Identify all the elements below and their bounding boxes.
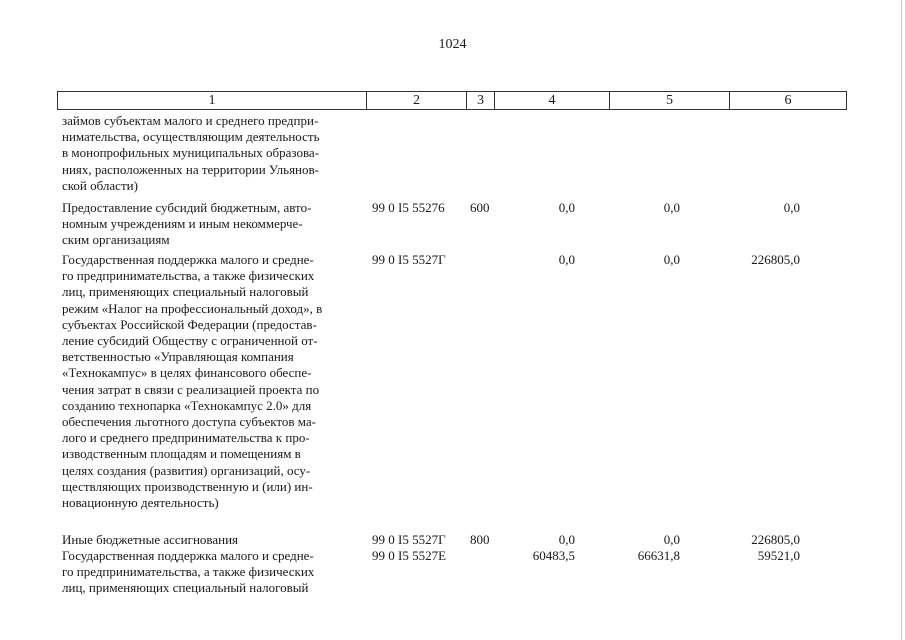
header-col-3: 3	[467, 92, 495, 109]
row-2-col5: 0,0	[663, 252, 680, 267]
row-line: нимательства, осуществляющим деятельность	[62, 129, 320, 145]
row-line: ление субсидий Обществу с ограниченной от-	[62, 333, 318, 349]
row-line: режим «Налог на профессиональный доход», в	[62, 300, 323, 316]
row-1-group: 600	[470, 200, 490, 215]
row-line: лиц, применяющих специальный налоговый	[62, 580, 309, 596]
row-line: ниях, расположенных на территории Ульянов-	[62, 161, 319, 177]
header-col-6: 6	[784, 93, 792, 108]
header-col-2: 2	[367, 92, 467, 109]
row-line: чения затрат в связи с реализацией проекта по	[62, 381, 320, 397]
row-line: обеспечения льготного доступа субъектов ма-	[62, 414, 316, 430]
row-line: изводственным площадям и помещениям в	[62, 446, 301, 462]
row-line: субъектах Российской Федерации (предостав-	[62, 316, 317, 332]
row-line: го предпринимательства, а также физических	[62, 268, 315, 284]
table-row-2-description	[62, 252, 361, 511]
row-1-col4: 0,0	[558, 200, 575, 215]
row-line: Предоставление субсидий бюджетным, авто-	[62, 200, 312, 215]
row-line: созданию технопарка «Технокампус 2.0» для	[62, 397, 312, 413]
header-col-5: 5	[610, 92, 730, 109]
row-line: в монопрофильных муниципальных образова-	[62, 145, 320, 161]
header-col-1: 1	[58, 92, 367, 109]
row-line: ской области)	[62, 177, 138, 193]
row-4-col6: 59521,0	[757, 548, 800, 563]
row-line: номным учреждениям и иным некоммерче-	[62, 216, 303, 232]
row-3-col5: 0,0	[663, 532, 680, 547]
row-2-code: 99 0 I5 5527Г	[372, 252, 446, 267]
row-line: Государственная поддержка малого и средне-	[62, 548, 314, 563]
row-line: ским организациям	[62, 232, 170, 248]
row-4-code: 99 0 I5 5527Е	[372, 548, 447, 563]
header-col-4: 4	[495, 92, 610, 109]
row-line: «Технокампус» в целях финансового обеспе-	[62, 365, 312, 381]
row-line: го предпринимательства, а также физических	[62, 564, 315, 580]
table-row-4-description	[62, 548, 361, 597]
row-4-col4: 60483,5	[532, 548, 575, 563]
page-edge-line	[901, 0, 902, 640]
row-2-col6: 226805,0	[751, 252, 800, 267]
row-line: лого и среднего предпринимательства к про-	[62, 430, 310, 446]
table-row-1-description	[62, 200, 361, 249]
row-2-col4: 0,0	[558, 252, 575, 267]
table-row-3-description	[62, 532, 361, 548]
row-3-col6: 226805,0	[751, 532, 800, 547]
row-1-code: 99 0 I5 55276	[372, 200, 445, 215]
row-line: Иные бюджетные ассигнования	[62, 532, 239, 547]
row-line: целях создания (развития) организаций, осу-	[62, 462, 311, 478]
table-header	[57, 91, 847, 110]
row-line: ветственностью «Управляющая компания	[62, 349, 294, 365]
row-3-col4: 0,0	[558, 532, 575, 547]
row-1-col5: 0,0	[663, 200, 680, 215]
page-number: 1024	[438, 37, 467, 52]
row-3-group: 800	[470, 532, 490, 547]
row-1-col6: 0,0	[783, 200, 800, 215]
row-4-col5: 66631,8	[637, 548, 680, 563]
row-line: займов субъектам малого и среднего предпри-	[62, 113, 319, 128]
row-3-code: 99 0 I5 5527Г	[372, 532, 446, 547]
row-line: Государственная поддержка малого и средне-	[62, 252, 314, 267]
row-line: новационную деятельность)	[62, 495, 219, 511]
row-line: лиц, применяющих специальный налоговый	[62, 284, 309, 300]
table-row-0-description	[62, 113, 361, 194]
row-line: ществляющих производственную и (или) ин-	[62, 478, 313, 494]
